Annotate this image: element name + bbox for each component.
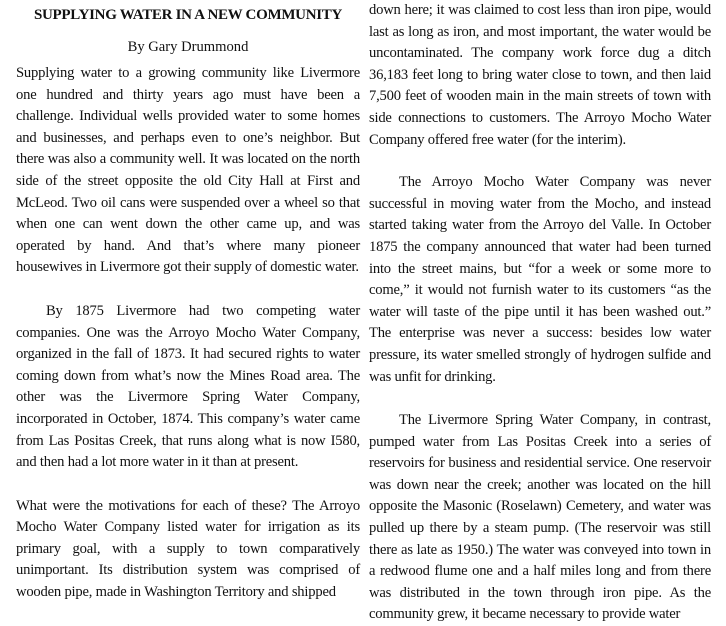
paragraph-two-companies: By 1875 Livermore had two competing water companies. One was the Arroyo Mocho Water Company, organized in the fall of 1873. It had secured rights to water coming down from what’s now the Mines Road area. The other was the Livermore Spring Water Company, incorporated in October, 1874. This company’s water came from Las Positas Creek, that runs along what is now I580, and then had a lot more water in it than at present. — [16, 302, 360, 471]
article-title: SUPPLYING WATER IN A NEW COMMUNITY — [33, 7, 343, 23]
byline: By Gary Drummond — [127, 39, 249, 55]
paragraph-spring-water: The Livermore Spring Water Company, in contrast, pumped water from Las Positas Creek into a series of reservoirs for business and residential service. One reservoir was down near the creek; another was located on the hill opposite the Masonic (Roselawn) Cemetery, and water was pulled up there by a steam pump. (The reservoir was still there as late as 1950.) The water was conveyed into town in a redwood flume one and a half miles long and from there was distributed in the town through iron pipe. As the community grew, it became necessary to provide water — [369, 412, 711, 623]
right-column — [369, 0, 711, 626]
paragraph-motivations: What were the motivations for each of these? The Arroyo Mocho Water Company listed water for irrigation as its primary goal, with a supply to town comparatively unimportant. Its distribution system was comprised of wooden pipe, made in Washington Territory and shipped — [16, 497, 360, 601]
paragraph-wooden-pipe: down here; it was claimed to cost less than iron pipe, would last as long as iron, and most important, the water would be uncontaminated. The company work force dug a ditch 36,183 feet long to bring water close to town, and then laid 7,500 feet of wooden main in the main streets of town with side connections to customers. The Arroyo Mocho Water Company offered free water (for the interim). — [369, 2, 711, 148]
left-column — [16, 0, 360, 626]
paragraph-intro: Supplying water to a growing community like Livermore one hundred and thirty years ago must have been a challenge. Individual wells provided water to some homes and businesses, and perhaps even to one’s neighbor. But there was also a community well. It was located on the north side of the street opposite the old City Hall at First and McLeod. Two oil cans were suspended over a wheel so that when one can went down the other came up, and was operated by hand. And that’s where many pioneer housewives in Livermore got their supply of domestic water. — [16, 65, 360, 276]
paragraph-arroyo-mocho: The Arroyo Mocho Water Company was never successful in moving water from the Mocho, and instead started taking water from the Arroyo del Valle. In October 1875 the company announced that water had been turned into the street mains, but “for a week or some more to come,” it would not furnish water to its customers “as the water will taste of the pipe until it has been washed out.” The enterprise was never a success: besides low water pressure, its water smelled strongly of hydrogen sulfide and was unfit for drinking. — [369, 174, 711, 385]
